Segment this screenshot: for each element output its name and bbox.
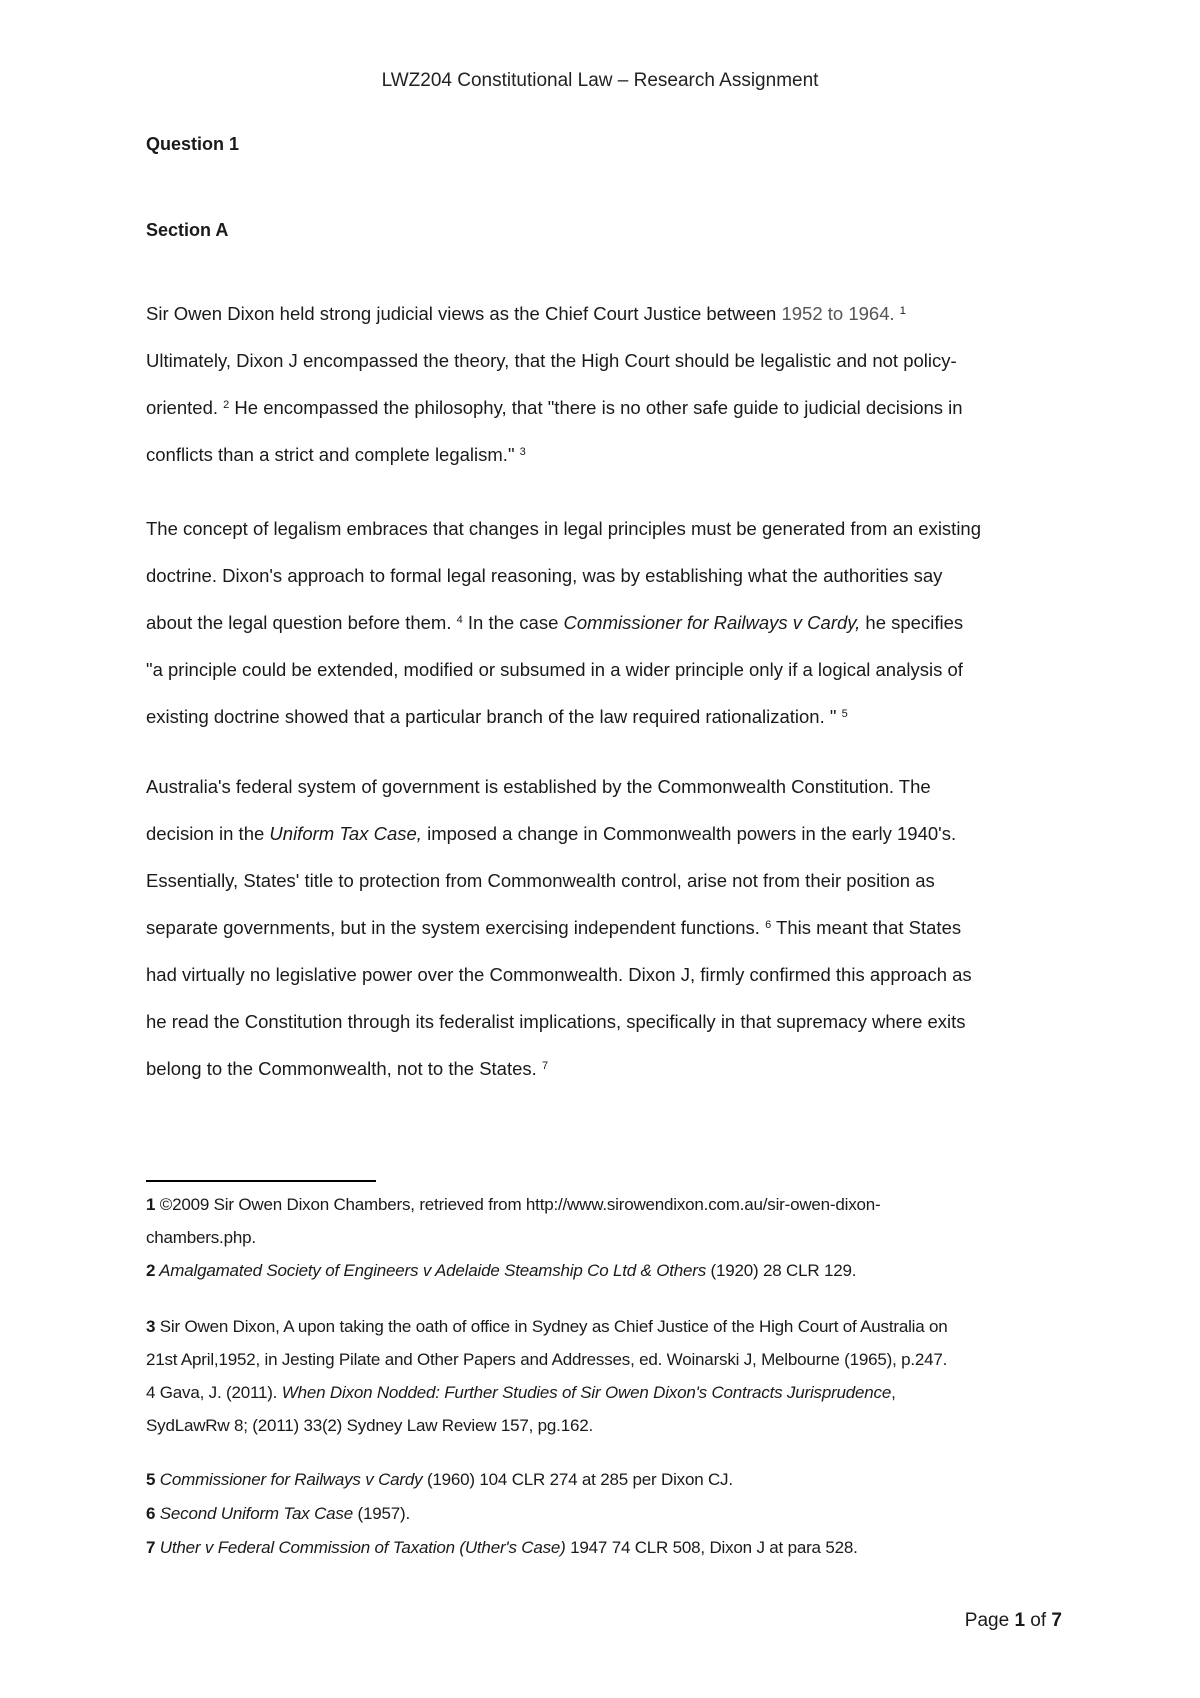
footnote-4-line1: 4 Gava, J. (2011). When Dixon Nodded: Further Studies of Sir Owen Dixon's Contracts Jurisprudence, <box>146 1383 896 1402</box>
para3-line3: Essentially, States' title to protection from Commonwealth control, arise not from their position as <box>146 870 935 891</box>
page-header: LWZ204 Constitutional Law – Research Assignment <box>381 70 819 91</box>
para1-line1: Sir Owen Dixon held strong judicial views as the Chief Court Justice between 1952 to 1964. $^1$ <box>146 303 906 324</box>
para2-line3: about the legal question before them. $^4$ In the case Commissioner for Railways v Cardy, he specifies <box>146 612 964 633</box>
para1-line4: conflicts than a strict and complete legalism." $^3$ <box>146 444 526 465</box>
footnote-ref-1[interactable]: 1 <box>899 305 906 317</box>
para3-line6: he read the Constitution through its federalist implications, specifically in that supremacy where exits <box>146 1011 966 1032</box>
paragraph-3 <box>146 763 1066 1092</box>
footnote-3-line1: 3 Sir Owen Dixon, A upon taking the oath of office in Sydney as Chief Justice of the High Court of Australia on <box>146 1317 948 1336</box>
para2-line2: doctrine. Dixon's approach to formal legal reasoning, was by establishing what the authorities say <box>146 565 943 586</box>
para3-line2: decision in the Uniform Tax Case, imposed a change in Commonwealth powers in the early 1940's. <box>146 823 957 844</box>
footnote-ref-7[interactable]: 7 <box>541 1060 549 1072</box>
paragraph-2 <box>146 505 1066 740</box>
para1-line3: oriented. $^2$ He encompassed the philosophy, that "there is no other safe guide to judicial decisions in <box>146 397 963 418</box>
footnote-ref-3[interactable]: 3 <box>519 446 526 458</box>
footnote-5: 5 Commissioner for Railways v Cardy (1960) 104 CLR 274 at 285 per Dixon CJ. <box>146 1470 733 1489</box>
footnote-1-link-text[interactable]: ©2009 Sir Owen Dixon Chambers, retrieved from http://www.sirowendixon.com.au/sir-owen-dixon- <box>155 1195 881 1214</box>
para2-line4: "a principle could be extended, modified or subsumed in a wider principle only if a logical analysis of <box>146 659 963 680</box>
question-heading: Question 1 <box>146 134 240 154</box>
para3-line7: belong to the Commonwealth, not to the States. $^7$ <box>146 1058 549 1079</box>
footnote-1-line1: 1 ©2009 Sir Owen Dixon Chambers, retrieved from http://www.sirowendixon.com.au/sir-owen-dixon- <box>146 1195 881 1214</box>
para3-line1: Australia's federal system of government is established by the Commonwealth Constitution. The <box>146 776 931 797</box>
paragraph-1 <box>146 290 1066 478</box>
para2-line5: existing doctrine showed that a particular branch of the law required rationalization. " $^5$ <box>146 706 848 727</box>
footnote-ref-5[interactable]: 5 <box>841 708 848 720</box>
case-name-uniform-tax: Uniform Tax Case, <box>269 823 422 844</box>
footnote-7: 7 Uther v Federal Commission of Taxation (Uther's Case) 1947 74 CLR 508, Dixon J at para 528. <box>146 1538 858 1557</box>
footnote-2: 2 Amalgamated Society of Engineers v Adelaide Steamship Co Ltd & Others (1920) 28 CLR 129. <box>146 1261 857 1280</box>
para1-line2: Ultimately, Dixon J encompassed the theory, that the High Court should be legalistic and not policy- <box>146 350 957 371</box>
page-number: Page 1 of 7 <box>964 1610 1062 1631</box>
section-heading: Section A <box>146 220 229 240</box>
footnote-separator <box>146 1180 376 1182</box>
footnote-3-line2: 21st April,1952, in Jesting Pilate and Other Papers and Addresses, ed. Woinarski J, Melbourne (1965), p.247. <box>146 1350 948 1369</box>
footnote-4-line2: SydLawRw 8; (2011) 33(2) Sydney Law Review 157, pg.162. <box>146 1416 593 1435</box>
para3-line4: separate governments, but in the system exercising independent functions. $^6$ This meant that States <box>146 917 962 938</box>
footnote-ref-4[interactable]: 4 <box>456 614 463 626</box>
footnote-1-line2: chambers.php. <box>146 1228 256 1247</box>
years-text: 1952 to 1964. <box>781 303 895 324</box>
footnote-ref-2[interactable]: 2 <box>223 399 230 411</box>
case-name-cardy: Commissioner for Railways v Cardy, <box>563 612 861 633</box>
footnote-ref-6[interactable]: 6 <box>765 919 772 931</box>
para3-line5: had virtually no legislative power over the Commonwealth. Dixon J, firmly confirmed this approach as <box>146 964 972 985</box>
para2-line1: The concept of legalism embraces that changes in legal principles must be generated from an existing <box>146 518 982 539</box>
footnote-6: 6 Second Uniform Tax Case (1957). <box>146 1504 410 1523</box>
